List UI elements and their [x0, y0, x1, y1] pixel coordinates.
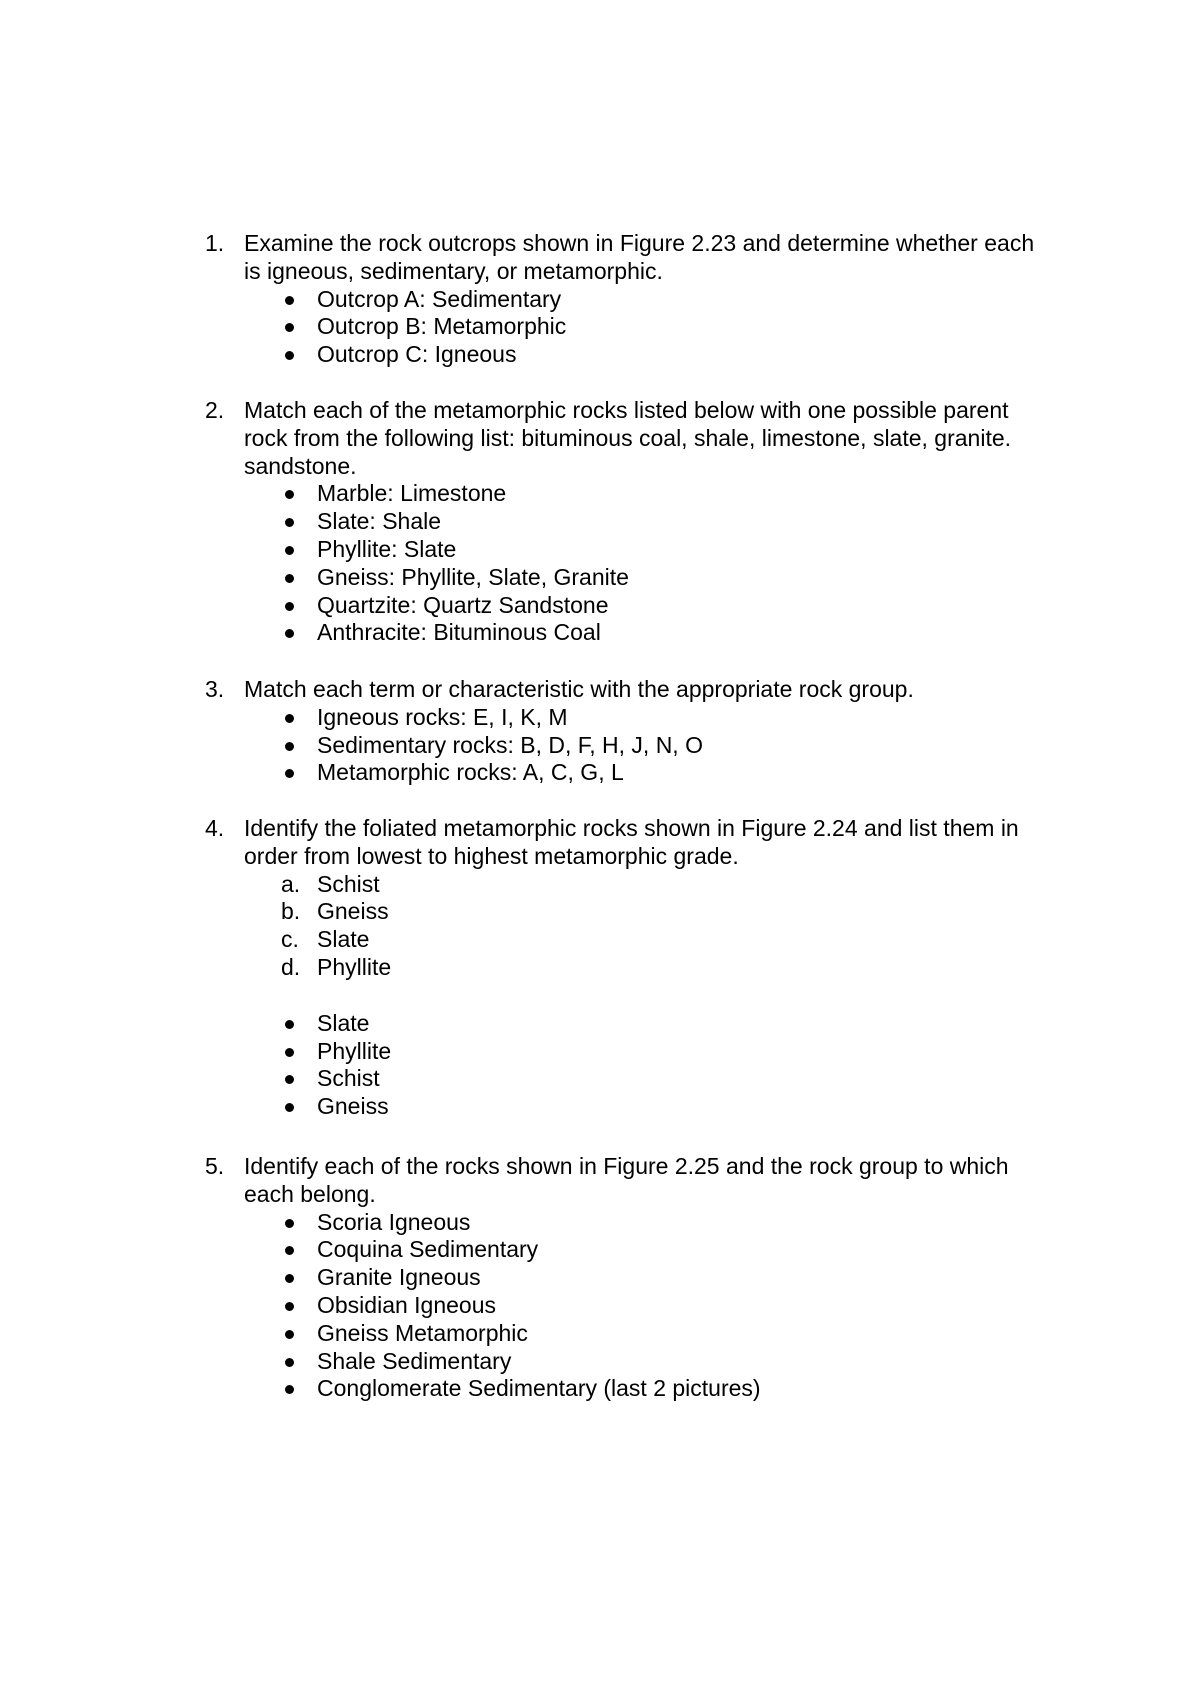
question-2-text: Match each of the metamorphic rocks listed below with one possible parent rock from the following list: bituminous coal, shale, limestone, slate, granite. sandstone. — [244, 397, 1018, 479]
list-item — [205, 313, 1035, 341]
question-2-number: 2. — [205, 397, 225, 423]
question-5 — [205, 1153, 1035, 1403]
bullet-icon — [285, 1048, 294, 1057]
bullet-icon — [285, 1358, 294, 1367]
bullet-icon — [285, 1103, 294, 1112]
list-item — [205, 759, 1035, 787]
list-item-text: Gneiss: Phyllite, Slate, Granite — [317, 563, 629, 590]
lettered-item-letter: a. — [281, 870, 301, 897]
list-item-text: Phyllite — [317, 1037, 392, 1064]
list-item-text: Sedimentary rocks: B, D, F, H, J, N, O — [317, 731, 703, 758]
bullet-icon — [285, 769, 294, 778]
list-item — [205, 1236, 1035, 1264]
lettered-item — [205, 898, 1035, 926]
list-item-text: Igneous rocks: E, I, K, M — [317, 703, 568, 730]
list-item-text: Obsidian Igneous — [317, 1291, 497, 1318]
list-item — [205, 704, 1035, 732]
question-4-number: 4. — [205, 815, 225, 841]
question-3-row — [205, 676, 1035, 704]
question-4 — [205, 815, 1035, 1121]
bullet-icon — [285, 742, 294, 751]
question-2 — [205, 397, 1035, 647]
list-item-text: Coquina Sedimentary — [317, 1236, 539, 1263]
bullet-icon — [285, 714, 294, 723]
lettered-item-text: Slate — [317, 926, 370, 953]
list-item — [205, 1209, 1035, 1237]
bullet-icon — [285, 629, 294, 638]
list-item-text: Schist — [317, 1065, 380, 1092]
list-item — [205, 341, 1035, 369]
lettered-item-text: Phyllite — [317, 953, 392, 980]
list-item — [205, 1264, 1035, 1292]
bullet-icon — [285, 351, 294, 360]
list-item — [205, 592, 1035, 620]
list-item — [205, 1375, 1035, 1403]
list-item-text: Slate — [317, 1009, 370, 1036]
list-item — [205, 508, 1035, 536]
lettered-item — [205, 926, 1035, 954]
bullet-icon — [285, 1274, 294, 1283]
question-3-number: 3. — [205, 676, 225, 702]
list-item — [205, 564, 1035, 592]
question-3 — [205, 676, 1035, 787]
bullet-icon — [285, 1385, 294, 1394]
question-2-row — [205, 397, 1035, 480]
bullet-icon — [285, 1020, 294, 1029]
bullet-icon — [285, 1302, 294, 1311]
list-item-text: Slate: Shale — [317, 508, 442, 535]
question-1-number: 1. — [205, 230, 225, 256]
lettered-item-letter: d. — [281, 953, 301, 980]
bullet-icon — [285, 1246, 294, 1255]
list-item — [205, 1348, 1035, 1376]
question-1 — [205, 230, 1041, 369]
lettered-item-text: Schist — [317, 870, 380, 897]
list-item — [205, 732, 1035, 760]
question-5-row — [205, 1153, 1035, 1209]
list-item-text: Granite Igneous — [317, 1264, 481, 1291]
lettered-item — [205, 871, 1035, 899]
list-item-text: Outcrop A: Sedimentary — [317, 285, 562, 312]
list-item-text: Scoria Igneous — [317, 1208, 471, 1235]
bullet-icon — [285, 1075, 294, 1084]
list-item — [205, 1292, 1035, 1320]
list-item-text: Conglomerate Sedimentary (last 2 pictures) — [317, 1375, 761, 1402]
list-item — [205, 1093, 1035, 1121]
list-item — [205, 1010, 1035, 1038]
list-item — [205, 480, 1035, 508]
list-item-text: Marble: Limestone — [317, 480, 507, 507]
list-item-text: Metamorphic rocks: A, C, G, L — [317, 759, 624, 786]
bullet-icon — [285, 574, 294, 583]
lettered-item-text: Gneiss — [317, 898, 389, 925]
bullet-icon — [285, 518, 294, 527]
question-5-text: Identify each of the rocks shown in Figure 2.25 and the rock group to which each belong. — [244, 1153, 1015, 1207]
bullet-icon — [285, 1330, 294, 1339]
list-item — [205, 1038, 1035, 1066]
question-5-number: 5. — [205, 1153, 225, 1179]
question-4-text: Identify the foliated metamorphic rocks shown in Figure 2.24 and list them in order from lowest to highest metamorphic grade. — [244, 815, 1026, 869]
list-item — [205, 1065, 1035, 1093]
bullet-icon — [285, 546, 294, 555]
question-3-text: Match each term or characteristic with the appropriate rock group. — [244, 676, 914, 702]
list-item-text: Anthracite: Bituminous Coal — [317, 619, 601, 646]
list-item — [205, 536, 1035, 564]
question-1-text: Examine the rock outcrops shown in Figure 2.23 and determine whether each is igneous, sedimentary, or metamorphic. — [244, 230, 1041, 284]
list-item — [205, 286, 1035, 314]
question-4-row — [205, 815, 1035, 871]
lettered-item-letter: c. — [281, 926, 299, 953]
lettered-item — [205, 954, 1035, 982]
list-item-text: Gneiss Metamorphic — [317, 1319, 528, 1346]
list-item-text: Shale Sedimentary — [317, 1347, 512, 1374]
bullet-icon — [285, 602, 294, 611]
list-item-text: Gneiss — [317, 1093, 389, 1120]
bullet-icon — [285, 296, 294, 305]
lettered-item-letter: b. — [281, 898, 301, 925]
question-1-row — [205, 230, 1041, 286]
bullet-icon — [285, 1219, 294, 1228]
list-item — [205, 1320, 1035, 1348]
list-item-text: Phyllite: Slate — [317, 535, 457, 562]
list-item-text: Outcrop B: Metamorphic — [317, 313, 567, 340]
list-item — [205, 619, 1035, 647]
list-item-text: Outcrop C: Igneous — [317, 341, 517, 368]
bullet-icon — [285, 490, 294, 499]
spacer — [205, 982, 1035, 1010]
bullet-icon — [285, 323, 294, 332]
list-item-text: Quartzite: Quartz Sandstone — [317, 591, 609, 618]
